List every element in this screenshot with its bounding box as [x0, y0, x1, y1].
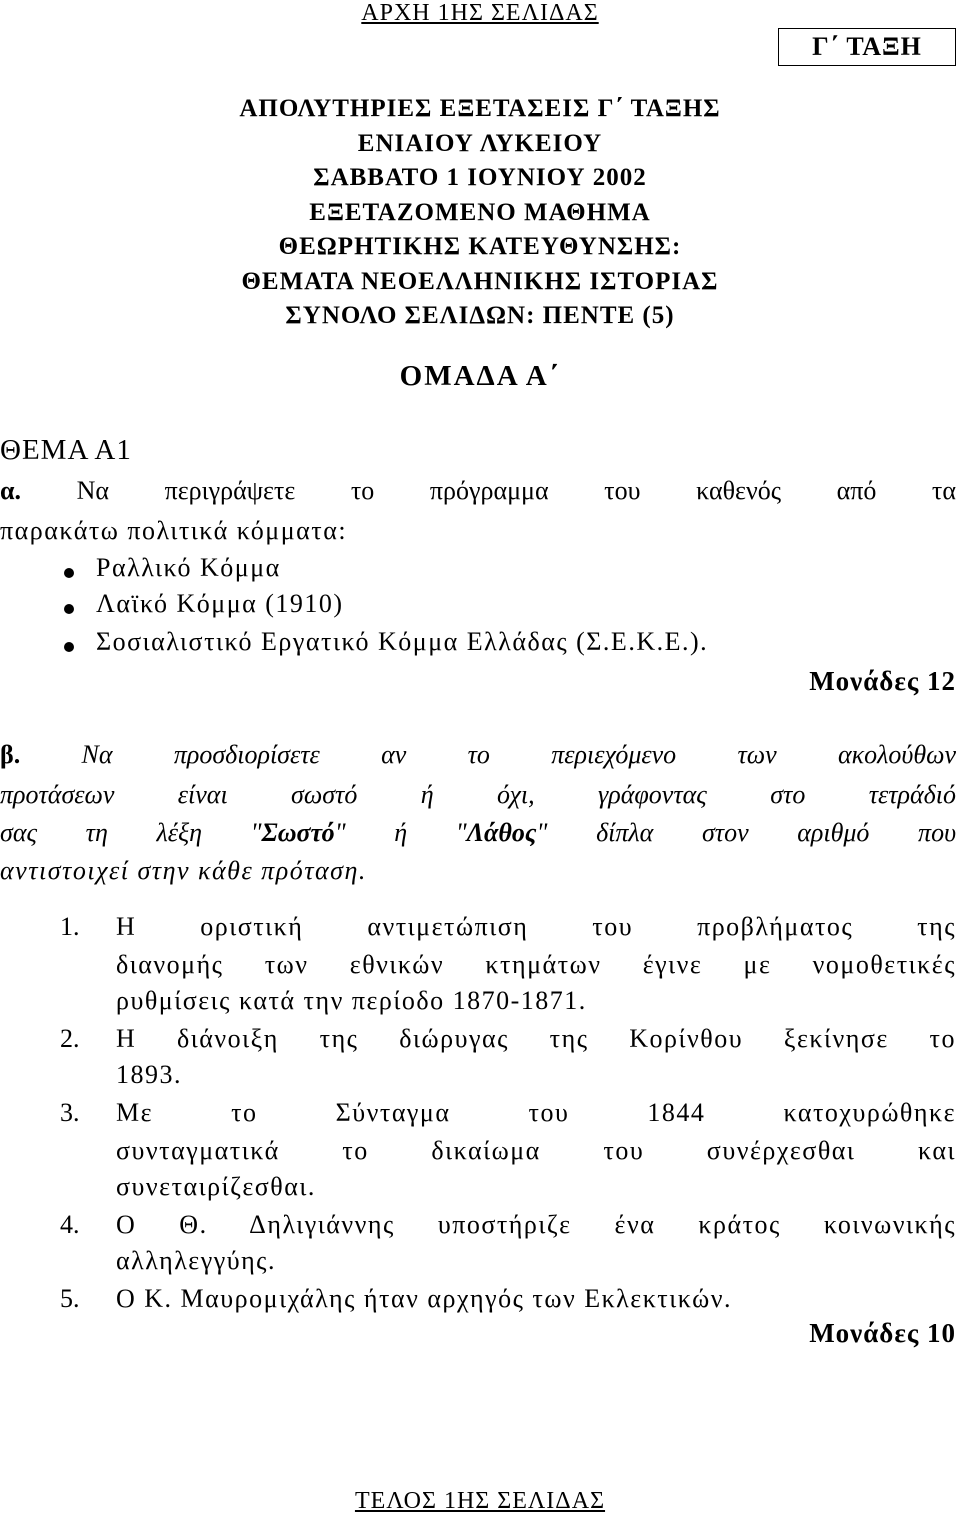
question-b-line-4: αντιστοιχεί στην κάθε πρόταση.: [0, 856, 367, 885]
question-b-text-part: " ή ": [334, 818, 467, 847]
statement-number: 5.: [60, 1284, 80, 1313]
statement-line: αλληλεγγύης.: [116, 1246, 276, 1275]
exam-title-line: ΑΠΟΛΥΤΗΡΙΕΣ ΕΞΕΤΑΣΕΙΣ Γ΄ ΤΑΞΗΣ: [239, 95, 721, 122]
statement-number: 4.: [60, 1210, 80, 1239]
question-b-line-1: [0, 740, 956, 770]
statement-line: Η οριστική αντιμετώπιση του προβλήματος της: [116, 912, 956, 941]
question-b-text-part: σας τη λέξη ": [0, 818, 262, 847]
statement-line: συνεταιρίζεσθαι.: [116, 1172, 316, 1201]
bullet-icon: [64, 642, 74, 652]
question-a-line-1: [0, 476, 956, 506]
question-b-units: Μονάδες 10: [809, 1318, 956, 1348]
statement-line: Με το Σύνταγμα του 1844 κατοχυρώθηκε: [116, 1098, 956, 1127]
page-start-header: ΑΡΧΗ 1ΗΣ ΣΕΛΙΔΑΣ: [361, 0, 599, 26]
exam-title-block: [0, 92, 960, 334]
statement-number: 3.: [60, 1098, 80, 1127]
exam-title-line: ΕΞΕΤΑΖΟΜΕΝΟ ΜΑΘΗΜΑ: [309, 198, 651, 226]
exam-title-line: ΘΕΜΑΤΑ ΝΕΟΕΛΛΗΝΙΚΗΣ ΙΣΤΟΡΙΑΣ: [241, 267, 719, 295]
statement-line: διανομής των εθνικών κτημάτων έγινε με νομοθετικές: [116, 950, 956, 979]
question-a-units: Μονάδες 12: [809, 666, 956, 696]
question-b-marker: β.: [0, 740, 21, 769]
wrong-word: Λάθος: [466, 818, 537, 847]
correct-word: Σωστό: [261, 818, 335, 847]
bullet-icon: [64, 604, 74, 614]
party-item: Λαϊκό Κόμμα (1910): [96, 589, 344, 618]
page-end-footer: ΤΕΛΟΣ 1ΗΣ ΣΕΛΙΔΑΣ: [354, 1488, 606, 1514]
party-item: Σοσιαλιστικό Εργατικό Κόμμα Ελλάδας (Σ.Ε.Κ.Ε.).: [96, 627, 709, 656]
statement-line: Ο Κ. Μαυρομιχάλης ήταν αρχηγός των Εκλεκτικών.: [116, 1284, 732, 1313]
statement-line: ρυθμίσεις κατά την περίοδο 1870-1871.: [116, 986, 587, 1015]
bullet-icon: [64, 568, 74, 578]
question-a-text: Να περιγράψετε το πρόγραμμα του καθενός από τα: [76, 476, 956, 505]
statement-number: 1.: [60, 912, 80, 941]
statement-line: Ο Θ. Δηλιγιάννης υποστήριζε ένα κράτος κοινωνικής: [116, 1210, 956, 1239]
class-label-box: Γ΄ ΤΑΞΗ: [778, 28, 956, 66]
question-b-text-part: " δίπλα στον αριθμό που: [536, 818, 957, 847]
exam-title-line: ΣΑΒΒΑΤΟ 1 ΙΟΥΝΙΟΥ 2002: [313, 164, 647, 191]
question-b-line-2: προτάσεων είναι σωστό ή όχι, γράφοντας στο τετράδιό: [0, 780, 956, 809]
theme-title: ΘΕΜΑ Α1: [0, 434, 132, 466]
question-a-marker: α.: [0, 476, 22, 505]
question-a-line-2: παρακάτω πολιτικά κόμματα:: [0, 516, 348, 545]
exam-title-line: ΕΝΙΑΙΟΥ ΛΥΚΕΙΟΥ: [357, 129, 603, 157]
statement-number: 2.: [60, 1024, 80, 1053]
statement-line: Η διάνοιξη της διώρυγας της Κορίνθου ξεκίνησε το: [116, 1024, 956, 1053]
exam-title-line: ΣΥΝΟΛΟ ΣΕΛΙΔΩΝ: ΠΕΝΤΕ (5): [285, 302, 675, 329]
party-item: Ραλλικό Κόμμα: [96, 553, 281, 582]
statement-line: συνταγματικά το δικαίωμα του συνέρχεσθαι και: [116, 1136, 956, 1165]
question-b-line-3: [0, 818, 956, 848]
question-b-text: Να προσδιορίσετε αν το περιεχόμενο των ακολούθων: [81, 740, 957, 769]
exam-title-line: ΘΕΩΡΗΤΙΚΗΣ ΚΑΤΕΥΘΥΝΣΗΣ:: [278, 233, 682, 260]
statement-line: 1893.: [116, 1060, 182, 1089]
group-title: ΟΜΑΔΑ Α΄: [399, 360, 561, 392]
